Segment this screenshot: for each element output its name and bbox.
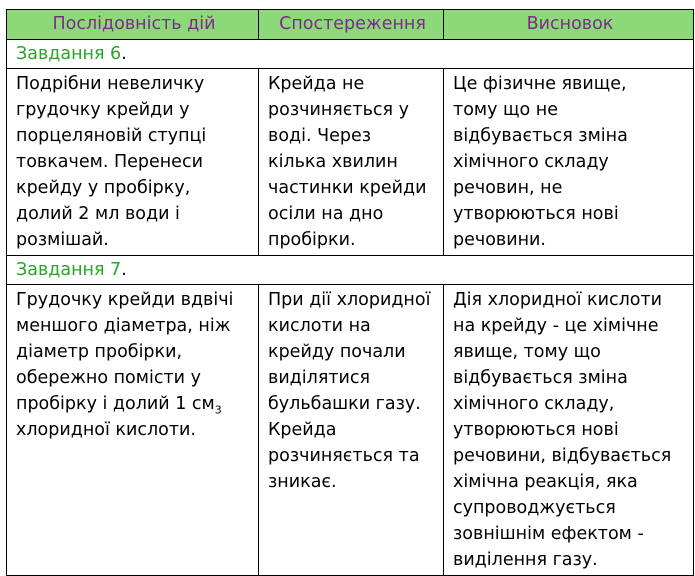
task-7-actions-part2: хлоридної кислоти.	[16, 420, 196, 440]
task-6-conclusion: Це фізичне явище, тому що не відбувається зміна хімічного складу речовин, не утворюються нові речовини.	[444, 69, 694, 256]
table-header-row	[7, 10, 694, 40]
header-observations: Спостереження	[259, 10, 444, 40]
task-6-title	[7, 40, 694, 69]
table-row	[7, 69, 694, 256]
task-6-observations: Крейда не розчиняється у воді. Через кілька хвилин частинки крейди осіли на дно пробірки.	[259, 69, 444, 256]
task-6-actions: Подрібни невеличку грудочку крейди у порцеляновій ступці товкачем. Перенеси крейду у пробірку, долий 2 мл води і розмішай.	[7, 69, 259, 256]
task-title-row	[7, 256, 694, 285]
task-6-title-text: Завдання 6	[16, 44, 122, 64]
task-7-actions-part1: Грудочку крейди вдвічі меншого діаметра, ніж діаметр пробірки, обережно помісти у пробірку і долий 1 см	[16, 290, 234, 414]
task-7-actions	[7, 285, 259, 576]
experiment-table	[6, 9, 694, 576]
task-7-conclusion: Дія хлоридної кислоти на крейду - це хімічне явище, тому що відбувається зміна хімічного складу, утворюються нові речовини, відбувається хімічна реакція, яка супроводжується зовнішнім ефектом - виділення газу.	[444, 285, 694, 576]
cubic-superscript: 3	[214, 403, 222, 417]
task-title-row	[7, 40, 694, 69]
task-7-title-text: Завдання 7	[16, 260, 122, 280]
task-6-title-dot: .	[121, 44, 127, 64]
header-conclusion: Висновок	[444, 10, 694, 40]
task-7-title-dot: .	[121, 260, 127, 280]
table-row	[7, 285, 694, 576]
header-actions: Послідовність дій	[7, 10, 259, 40]
task-7-title	[7, 256, 694, 285]
task-7-observations: При дії хлоридної кислоти на крейду почали виділятися бульбашки газу. Крейда розчиняється та зникає.	[259, 285, 444, 576]
